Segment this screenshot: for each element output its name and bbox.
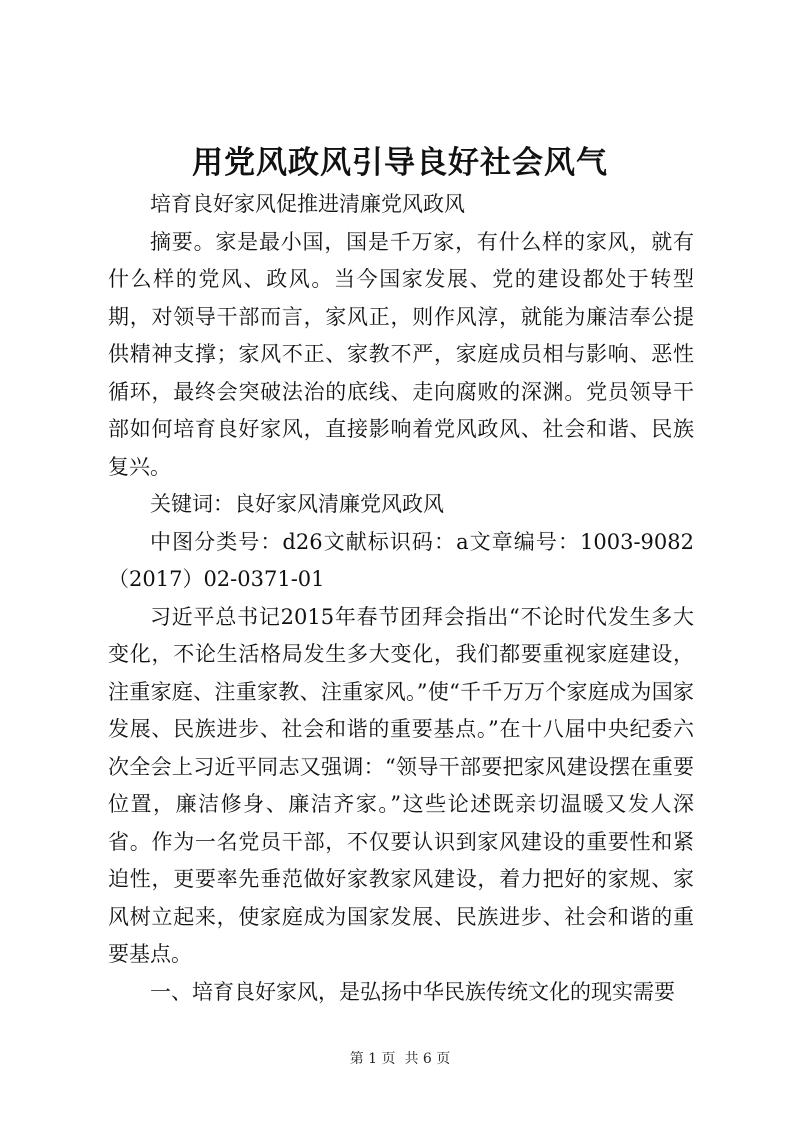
abstract-paragraph: 摘要。家是最小国，国是千万家，有什么样的家风，就有什么样的党风、政风。当今国家发展、党的建设都处于转型期，对领导干部而言，家风正，则作风淳，就能为廉洁奉公提供精神支撑；家风不正、家教不严，家庭成员相与影响、恶性循环，最终会突破法治的底线、走向腐败的深渊。党员领导干部如何培育良好家风，直接影响着党风政风、社会和谐、民族复兴。	[108, 229, 694, 479]
section-heading: 一、培育良好家风，是弘扬中华民族传统文化的现实需要	[150, 979, 675, 1004]
page-footer	[0, 1049, 800, 1069]
body-paragraph: 习近平总书记2015年春节团拜会指出“不论时代发生多大变化，不论生活格局发生多大变化，我们都要重视家庭建设，注重家庭、注重家教、注重家风。”使“千千万万个家庭成为国家发展、民族进步、社会和谐的重要基点。”在十八届中央纪委六次全会上习近平同志又强调：“领导干部要把家风建设摆在重要位置，廉洁修身、廉洁齐家。”这些论述既亲切温暖又发人深省。作为一名党员干部，不仅要认识到家风建设的重要性和紧迫性，更要率先垂范做好家教家风建设，着力把好的家规、家风树立起来，使家庭成为国家发展、民族进步、社会和谐的重要基点。	[108, 604, 694, 966]
classification-paragraph: 中图分类号：d26文献标识码：a文章编号：1003-9082（2017）02-0371-01	[108, 529, 694, 591]
document-title: 用党风政风引导良好社会风气	[192, 145, 608, 181]
page-number: 第 1 页 共 6 页	[349, 1051, 451, 1067]
keywords-paragraph: 关键词：良好家风清廉党风政风	[150, 492, 444, 516]
document-body	[108, 186, 694, 1011]
subtitle-paragraph: 培育良好家风促推进清廉党风政风	[150, 192, 465, 216]
